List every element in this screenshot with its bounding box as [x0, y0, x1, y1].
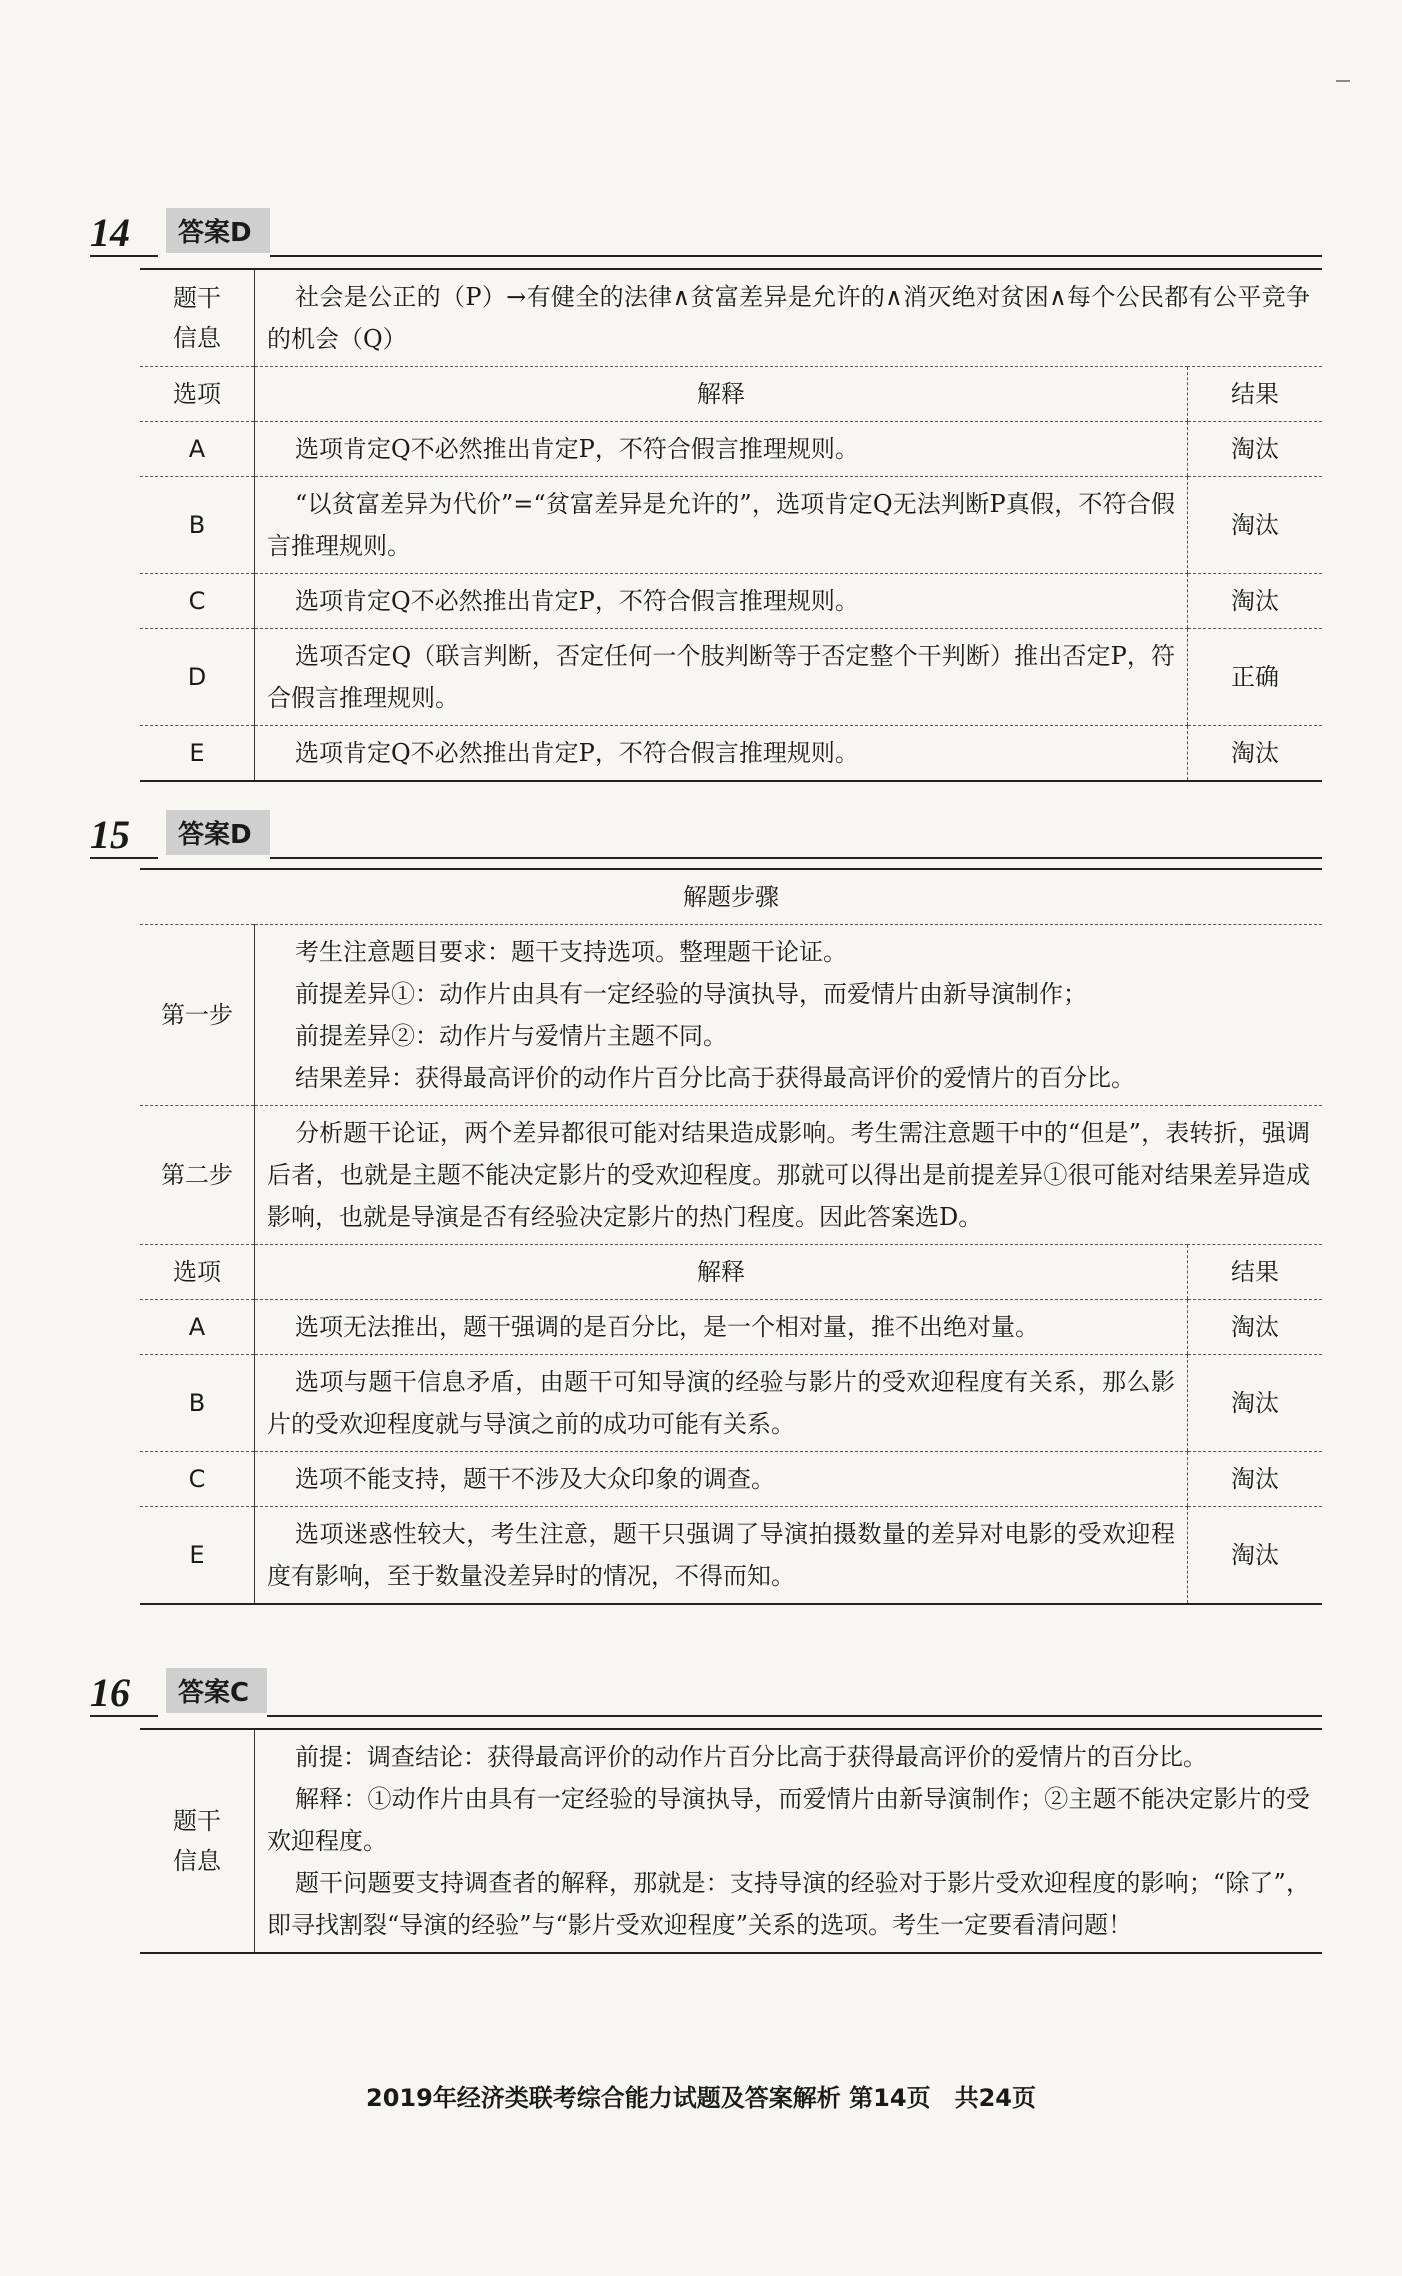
page-footer: 2019年经济类联考综合能力试题及答案解析 第14页 共24页: [366, 2084, 1036, 2112]
question-14-header: [90, 208, 1322, 257]
header-rule: [267, 1715, 1322, 1717]
step-1-row: [140, 925, 1322, 1106]
answer-badge: 答案D: [166, 810, 270, 855]
question-number: 14: [90, 211, 158, 257]
result: 淘汰: [1188, 726, 1323, 782]
option-header: 选项: [140, 367, 255, 422]
step-line: 前提差异②：动作片与爱情片主题不同。: [295, 1022, 727, 1050]
stem-text: [255, 1729, 1323, 1953]
question-number: 16: [90, 1671, 158, 1717]
explanation: 选项迷惑性较大，考生注意，题干只强调了导演拍摄数量的差异对电影的受欢迎程度有影响，至于数量没差异时的情况，不得而知。: [255, 1507, 1188, 1605]
table-row: [140, 1355, 1322, 1452]
step-1-label: 第一步: [140, 925, 255, 1106]
question-15-header: [90, 810, 1322, 859]
stem-paragraph: 解释：①动作片由具有一定经验的导演执导，而爱情片由新导演制作；②主题不能决定影片的受欢迎程度。: [267, 1785, 1310, 1855]
option-letter: B: [140, 477, 255, 574]
step-2-text: 分析题干论证，两个差异都很可能对结果造成影响。考生需注意题干中的“但是”，表转折，强调后者，也就是主题不能决定影片的受欢迎程度。那就可以得出是前提差异①很可能对结果差异造成影响，也就是导演是否有经验决定影片的热门程度。因此答案选D。: [255, 1106, 1323, 1245]
option-header: 选项: [140, 1245, 255, 1300]
scan-mark: [1336, 80, 1350, 82]
step-line: 结果差异：获得最高评价的动作片百分比高于获得最高评价的爱情片的百分比。: [295, 1064, 1135, 1092]
step-1-text: [255, 925, 1323, 1106]
table-row: [140, 1507, 1322, 1605]
result: 淘汰: [1188, 1300, 1323, 1355]
table-row: [140, 422, 1322, 477]
answer-badge: 答案C: [166, 1668, 267, 1713]
header-row: [140, 367, 1322, 422]
table-row: [140, 1452, 1322, 1507]
explanation: 选项无法推出，题干强调的是百分比，是一个相对量，推不出绝对量。: [255, 1300, 1188, 1355]
header-row: [140, 1245, 1322, 1300]
option-letter: E: [140, 726, 255, 782]
stem-paragraph: 题干问题要支持调查者的解释，那就是：支持导演的经验对于影片受欢迎程度的影响；“除了”，即寻找割裂“导演的经验”与“影片受欢迎程度”关系的选项。考生一定要看清问题！: [267, 1869, 1310, 1939]
explanation: 选项否定Q（联言判断，否定任何一个肢判断等于否定整个干判断）推出否定P，符合假言推理规则。: [255, 629, 1188, 726]
result: 淘汰: [1188, 422, 1323, 477]
result: 淘汰: [1188, 1507, 1323, 1605]
result-header: 结果: [1188, 1245, 1323, 1300]
question-15-table: [140, 868, 1322, 1605]
option-letter: A: [140, 1300, 255, 1355]
question-number: 15: [90, 813, 158, 859]
explain-header: 解释: [255, 367, 1188, 422]
result: 淘汰: [1188, 1355, 1323, 1452]
explain-header: 解释: [255, 1245, 1188, 1300]
stem-paragraph: 前提：调查结论：获得最高评价的动作片百分比高于获得最高评价的爱情片的百分比。: [295, 1743, 1207, 1771]
question-14-table: [140, 268, 1322, 782]
step-line: 前提差异①：动作片由具有一定经验的导演执导，而爱情片由新导演制作；: [295, 980, 1087, 1008]
option-letter: A: [140, 422, 255, 477]
header-rule: [270, 255, 1322, 257]
header-rule: [270, 857, 1322, 859]
option-letter: C: [140, 574, 255, 629]
result: 淘汰: [1188, 1452, 1323, 1507]
option-letter: C: [140, 1452, 255, 1507]
explanation: 选项肯定Q不必然推出肯定P，不符合假言推理规则。: [255, 574, 1188, 629]
step-line: 考生注意题目要求：题干支持选项。整理题干论证。: [295, 938, 847, 966]
option-letter: D: [140, 629, 255, 726]
table-row: [140, 574, 1322, 629]
stem-label: 题干 信息: [140, 1729, 255, 1953]
explanation: 选项不能支持，题干不涉及大众印象的调查。: [255, 1452, 1188, 1507]
table-row: [140, 726, 1322, 782]
result: 淘汰: [1188, 574, 1323, 629]
question-16-header: [90, 1668, 1322, 1717]
explanation: 选项与题干信息矛盾，由题干可知导演的经验与影片的受欢迎程度有关系，那么影片的受欢迎程度就与导演之前的成功可能有关系。: [255, 1355, 1188, 1452]
explanation: 选项肯定Q不必然推出肯定P，不符合假言推理规则。: [255, 422, 1188, 477]
explanation: 选项肯定Q不必然推出肯定P，不符合假言推理规则。: [255, 726, 1188, 782]
result: 正确: [1188, 629, 1323, 726]
table-row: [140, 477, 1322, 574]
result-header: 结果: [1188, 367, 1323, 422]
result: 淘汰: [1188, 477, 1323, 574]
stem-text: 社会是公正的（P）→有健全的法律∧贫富差异是允许的∧消灭绝对贫困∧每个公民都有公平竞争的机会（Q）: [255, 269, 1323, 367]
table-row: [140, 629, 1322, 726]
stem-row: [140, 269, 1322, 367]
option-letter: E: [140, 1507, 255, 1605]
stem-label: 题干 信息: [140, 269, 255, 367]
steps-title-row: [140, 869, 1322, 925]
steps-title: 解题步骤: [140, 869, 1322, 925]
stem-row: [140, 1729, 1322, 1953]
question-16-table: [140, 1728, 1322, 1954]
explanation: “以贫富差异为代价”=“贫富差异是允许的”，选项肯定Q无法判断P真假，不符合假言推理规则。: [255, 477, 1188, 574]
step-2-label: 第二步: [140, 1106, 255, 1245]
step-2-row: [140, 1106, 1322, 1245]
table-row: [140, 1300, 1322, 1355]
option-letter: B: [140, 1355, 255, 1452]
answer-badge: 答案D: [166, 208, 270, 253]
